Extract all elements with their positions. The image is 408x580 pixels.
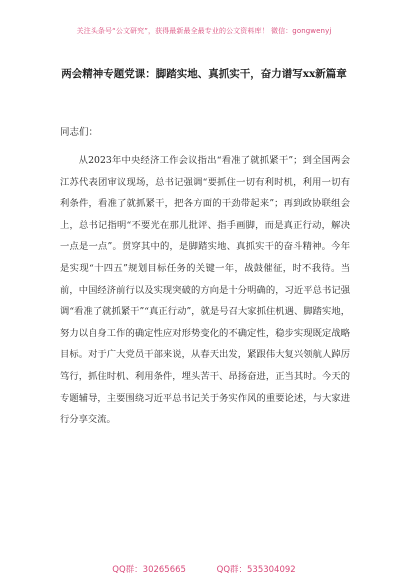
footer	[0, 563, 408, 575]
body-text	[60, 150, 350, 431]
body-paragraph: 从2023年中央经济工作会议指出“看准了就抓紧干”；到全国两会江苏代表团审议现场，总书记强调“要抓住一切有利时机，利用一切有利条件，看准了就抓紧干，把各方面的干劲带起来”；再到政协联组会上，总书记指明“不要光在那儿批评、指手画脚，而是真正行动，解决一点是一点”。贯穿其中的，是脚踏实地、真抓实干的奋斗精神。今年是实现“十四五”规划目标任务的关键一年，战鼓催征，时不我待。当前，中国经济前行以及实现突破的方向是十分明确的，习近平总书记强调“看准了就抓紧干”“真正行动”，就是号召大家抓住机遇、脚踏实地，努力以自身工作的确定性应对形势变化的不确定性，稳步实现既定战略目标。对于广大党员干部来说，从春天出发，紧跟伟大复兴领航人踔厉笃行，抓住时机、利用条件，埋头苦干、昂扬奋进，正当其时。今天的专题辅导，主要围绕习近平总书记关于务实作风的重要论述，与大家进行分享交流。	[60, 155, 350, 426]
salutation: 同志们：	[60, 127, 99, 138]
footer-qq-group-1: QQ群：30265665	[112, 565, 186, 575]
document-title: 两会精神专题党课：脚踏实地、真抓实干，奋力谱写xx新篇章	[61, 68, 347, 80]
header-banner: 关注头条号“公文研究”，获得最新最全最专业的公文资料库！ 微信：gongwenyj	[76, 27, 332, 35]
footer-qq-group-2: QQ群：535304092	[216, 565, 296, 575]
